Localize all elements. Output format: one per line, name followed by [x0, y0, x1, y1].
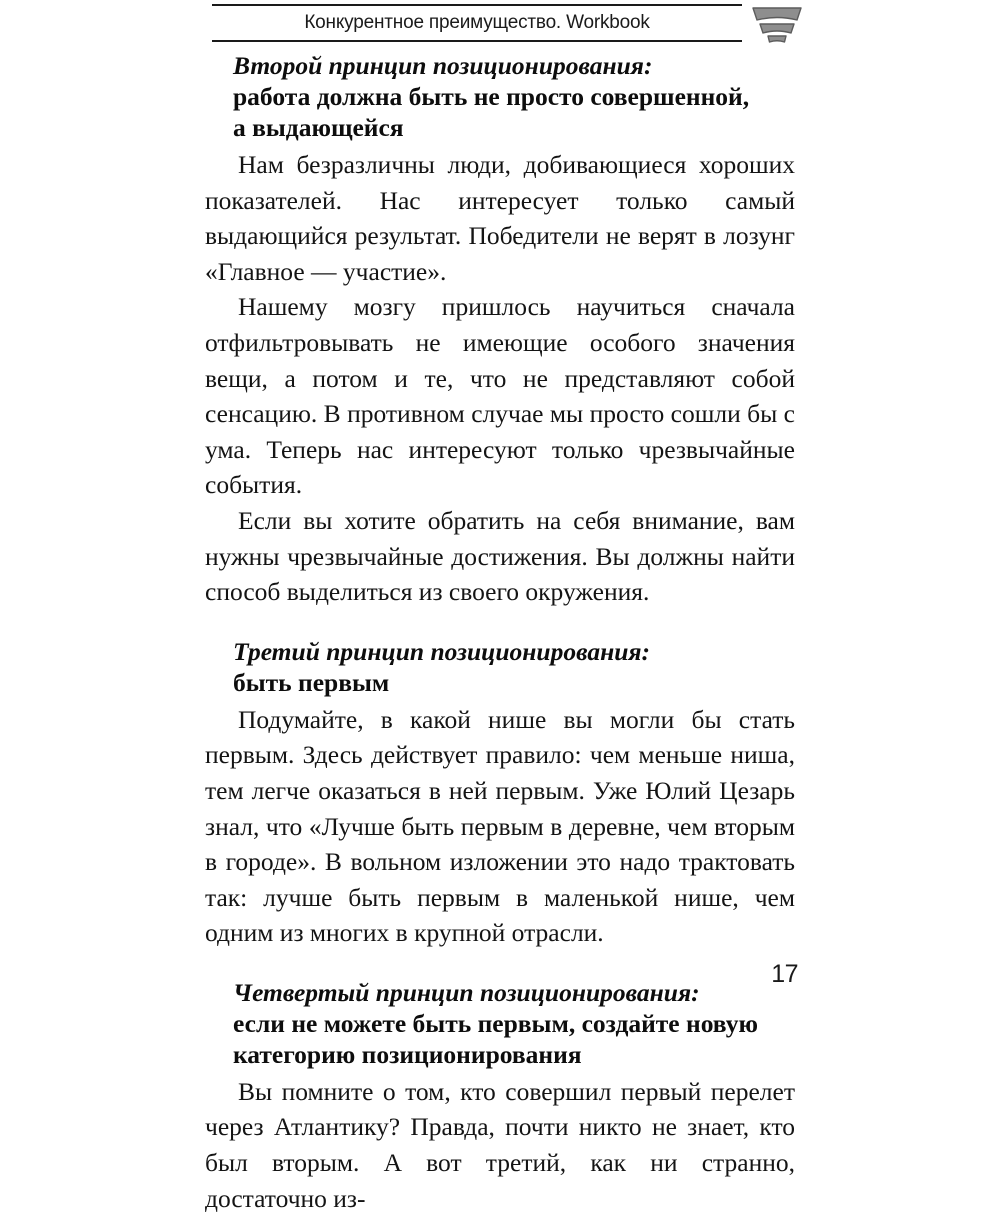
heading-rest-line: категорию позиционирования [233, 1039, 582, 1069]
header-rule-bottom [212, 40, 742, 42]
paragraph: Нашему мозгу пришлось научиться сначала отфильтровывать не имеющие особого значения вещи, а потом и те, что не представляют собой сенсацию. В противном случае мы просто сошли бы с ума. Теперь нас интересуют только чрезвычайные события. [205, 292, 795, 500]
heading-lead-line: Третий принцип позиционирования: [233, 636, 651, 666]
spacer [205, 610, 795, 636]
running-header [212, 4, 742, 42]
heading-second-principle [205, 50, 795, 143]
paragraph: Подумайте, в какой нише вы могли бы стать первым. Здесь действует правило: чем меньше ниша, тем легче оказаться в ней первым. Уже Юлий Цезарь знал, что «Лучше быть первым в деревне, чем вторым в городе». В вольном изложении это надо трактовать так: лучше быть первым в маленькой нише, чем одним из многих в крупной отрасли. [205, 704, 795, 948]
heading-rest-line: а выдающейся [233, 113, 404, 142]
paragraph: Нам безразличны люди, добивающиеся хороших показателей. Нас интересует только самый выдающийся результат. Победители не верят в лозунг «Главное — участие». [205, 150, 795, 286]
heading-rest-line: работа должна быть не просто совершенной, [233, 82, 750, 111]
body-column [205, 50, 795, 1216]
heading-lead-line: Четвертый принцип позиционирования: [233, 977, 700, 1007]
page-number: 17 [771, 960, 798, 988]
paragraph: Если вы хотите обратить на себя внимание, вам нужны чрезвычайные достижения. Вы должны найти способ выделиться из своего окружения. [205, 505, 795, 607]
header-rule-top [212, 4, 742, 6]
heading-lead-line: Второй принцип позиционирования: [233, 51, 653, 80]
three-stacked-curved-bars-icon [751, 6, 803, 44]
paragraph: Вы помните о том, кто совершил первый перелет через Атлантику? Правда, почти никто не знает, кто был вторым. А вот третий, как ни странно, достаточно из- [205, 1076, 795, 1213]
heading-rest-line: быть первым [233, 667, 390, 697]
heading-fourth-principle [205, 977, 795, 1070]
heading-third-principle [205, 636, 795, 698]
spacer [205, 951, 795, 977]
running-header-title: Конкурентное преимущество. Workbook [304, 12, 650, 33]
heading-rest-line: если не можете быть первым, создайте новую [233, 1008, 758, 1038]
